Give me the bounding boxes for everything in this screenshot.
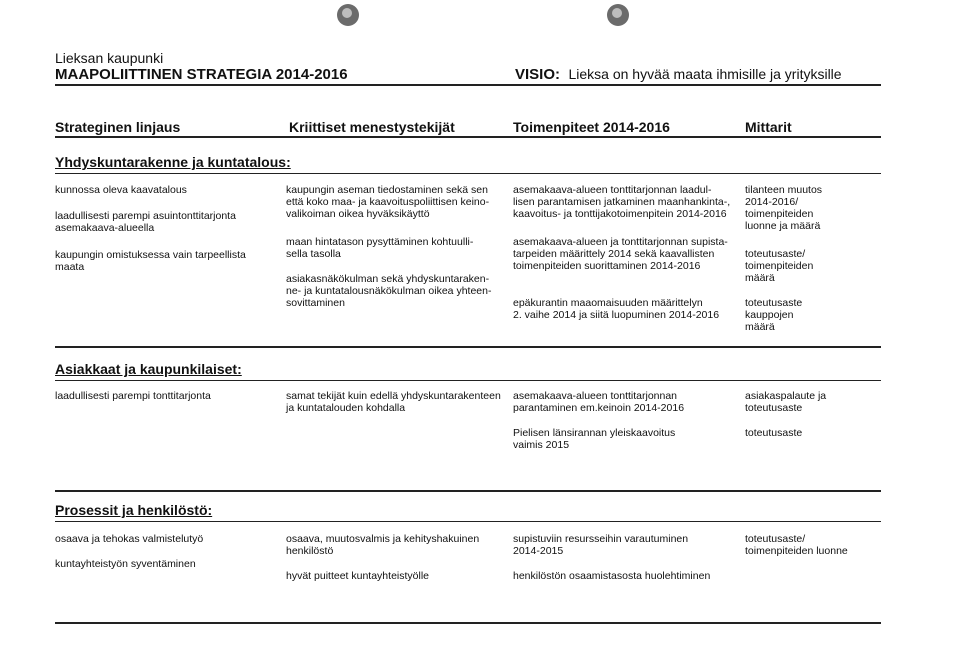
tekija-item: maan hintatason pysyttäminen kohtuulli- sella tasolla — [286, 236, 474, 260]
mittari-item: toteutusaste/ toimenpiteiden luonne — [745, 533, 848, 557]
section-rule-asiakkaat — [55, 380, 881, 381]
toimenpide-item: Pielisen länsirannan yleiskaavoitus vaimis 2015 — [513, 427, 676, 451]
linjaus-item: laadullisesti parempi tonttitarjonta — [55, 390, 211, 402]
mittari-item: asiakaspalaute ja toteutusaste — [745, 390, 827, 414]
vision-text: Lieksa on hyvää maata ihmisille ja yrityksille — [568, 66, 842, 82]
section-title-yhdyskunta: Yhdyskuntarakenne ja kuntatalous: — [55, 154, 291, 170]
vision — [515, 66, 842, 84]
section-divider — [55, 346, 881, 348]
linjaus-item: kuntayhteistyön syventäminen — [55, 558, 196, 570]
punch-hole-left — [337, 4, 359, 26]
org-name: Lieksan kaupunki — [55, 50, 164, 66]
bottom-rule — [55, 622, 881, 624]
vision-label: VISIO: — [515, 66, 561, 83]
section-divider — [55, 490, 881, 492]
tekija-item: kaupungin aseman tiedostaminen sekä sen että koko maa- ja kaavoituspoliittisen keino- valikoiman oikea hyväksikäyttö — [286, 184, 490, 220]
col-header-tekijat: Kriittiset menestystekijät — [289, 119, 455, 135]
col-header-linjaus: Strateginen linjaus — [55, 119, 181, 135]
section-title-asiakkaat: Asiakkaat ja kaupunkilaiset: — [55, 361, 242, 377]
section-rule-prosessit — [55, 521, 881, 522]
document-title: MAAPOLIITTINEN STRATEGIA 2014-2016 — [55, 66, 348, 83]
toimenpide-item: supistuviin resursseihin varautuminen 2014-2015 — [513, 533, 689, 557]
linjaus-item: osaava ja tehokas valmistelutyö — [55, 533, 204, 545]
mittari-item: tilanteen muutos 2014-2016/ toimenpiteiden luonne ja määrä — [745, 184, 823, 232]
column-header-rule — [55, 136, 881, 138]
toimenpide-item: asemakaava-alueen ja tonttitarjonnan supista- tarpeiden määrittely 2014 sekä kaavallisten toimenpiteiden suorittaminen 2014-2016 — [513, 236, 728, 272]
linjaus-item: kunnossa oleva kaavatalous — [55, 184, 187, 196]
mittari-item: toteutusaste kauppojen määrä — [745, 297, 803, 333]
col-header-toimenpiteet: Toimenpiteet 2014-2016 — [513, 119, 670, 135]
tekija-item: hyvät puitteet kuntayhteistyölle — [286, 570, 430, 582]
tekija-item: samat tekijät kuin edellä yhdyskuntarakenteen ja kuntatalouden kohdalla — [286, 390, 501, 414]
section-rule-yhdyskunta — [55, 173, 881, 174]
toimenpide-item: henkilöstön osaamistasosta huolehtiminen — [513, 570, 711, 582]
mittari-item: toteutusaste — [745, 427, 803, 439]
col-header-mittarit: Mittarit — [745, 119, 792, 135]
section-title-prosessit: Prosessit ja henkilöstö: — [55, 502, 213, 518]
toimenpide-item: asemakaava-alueen tonttitarjonnan laadul- lisen parantamisen jatkaminen maanhankinta-, kaavoitus- ja tonttijakotoimenpitein 2014-2016 — [513, 184, 731, 220]
tekija-item: asiakasnäkökulman sekä yhdyskuntaraken- ne- ja kuntatalousnäkökulman oikea yhteen- sovittaminen — [286, 273, 492, 309]
tekija-item: osaava, muutosvalmis ja kehityshakuinen henkilöstö — [286, 533, 480, 557]
toimenpide-item: asemakaava-alueen tonttitarjonnan parantaminen em.keinoin 2014-2016 — [513, 390, 685, 414]
header-rule — [55, 84, 881, 86]
mittari-item: toteutusaste/ toimenpiteiden määrä — [745, 248, 814, 284]
linjaus-item: laadullisesti parempi asuintonttitarjonta asemakaava-alueella — [55, 210, 236, 234]
linjaus-item: kaupungin omistuksessa vain tarpeellista maata — [55, 249, 246, 273]
punch-hole-right — [607, 4, 629, 26]
toimenpide-item: epäkurantin maaomaisuuden määrittelyn 2. vaihe 2014 ja siitä luopuminen 2014-2016 — [513, 297, 720, 321]
